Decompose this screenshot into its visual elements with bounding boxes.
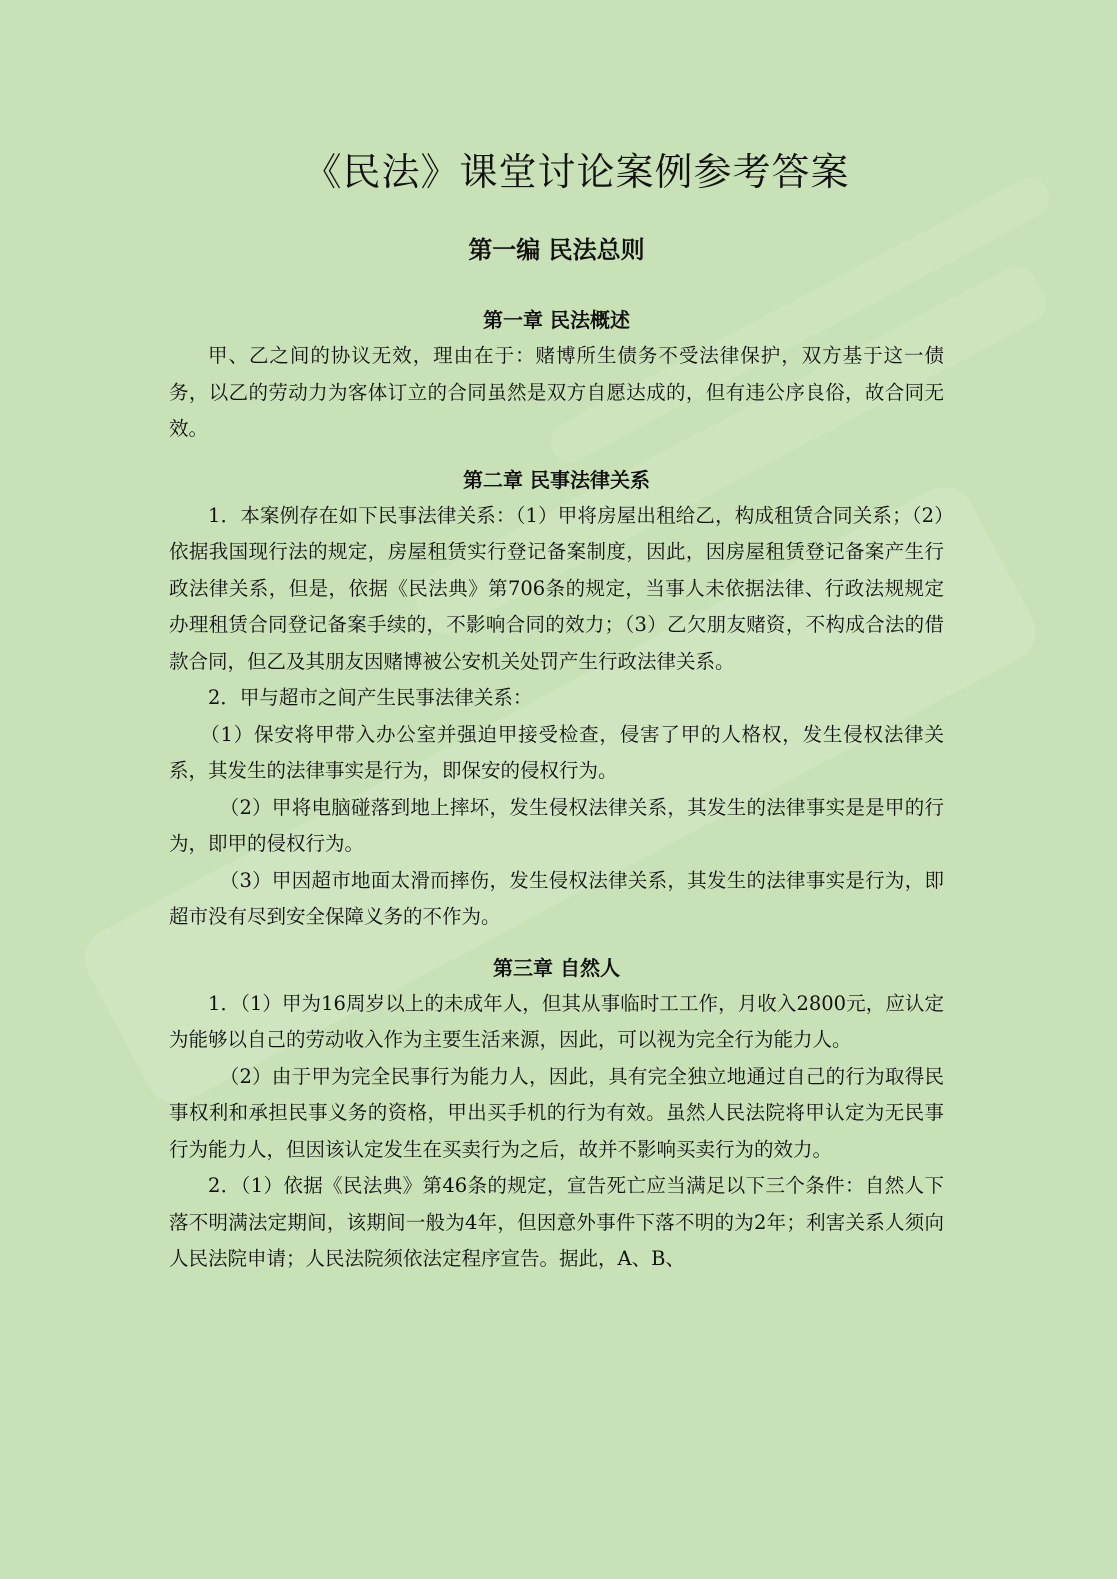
paragraph: （1）保安将甲带入办公室并强迫甲接受检查，侵害了甲的人格权，发生侵权法律关系，其发生的法律事实是行为，即保安的侵权行为。 — [169, 722, 944, 782]
paragraph: 甲、乙之间的协议无效，理由在于：赌博所生债务不受法律保护，双方基于这一债务，以乙的劳动力为客体订立的合同虽然是双方自愿达成的，但有违公序良俗，故合同无效。 — [169, 344, 944, 440]
paragraph: （2）由于甲为完全民事行为能力人，因此，具有完全独立地通过自己的行为取得民事权利和承担民事义务的资格，甲出买手机的行为有效。虽然人民法院将甲认定为无民事行为能力人，但因该认定发生在买卖行为之后，故并不影响买卖行为的效力。 — [169, 1064, 944, 1161]
document-title: 《民法》课堂讨论案例参考答案 — [303, 150, 850, 194]
paragraph: 2．甲与超市之间产生民事法律关系： — [208, 686, 533, 709]
paragraph: （2）甲将电脑碰落到地上摔坏，发生侵权法律关系，其发生的法律事实是是甲的行为，即甲的侵权行为。 — [169, 795, 944, 855]
paragraph: 2．（1）依据《民法典》第46条的规定，宣告死亡应当满足以下三个条件：自然人下落不明满法定期间，该期间一般为4年，但因意外事件下落不明的为2年；利害关系人须向人民法院申请；人民法院须依法定程序宣告。据此，A、B、 — [169, 1174, 944, 1270]
paragraph: 1．本案例存在如下民事法律关系：（1）甲将房屋出租给乙，构成租赁合同关系；（2）依据我国现行法的规定，房屋租赁实行登记备案制度，因此，因房屋租赁登记备案产生行政法律关系，但是，依据《民法典》第706条的规定，当事人未依据法律、行政法规规定办理租赁合同登记备案手续的，不影响合同的效力；（3）乙欠朋友赌资，不构成合法的借款合同，但乙及其朋友因赌博被公安机关处罚产生行政法律关系。 — [169, 503, 944, 673]
chapter-title: 第二章 民事法律关系 — [463, 467, 650, 492]
document-content — [169, 132, 944, 1278]
paragraph: （3）甲因超市地面太滑而摔伤，发生侵权法律关系，其发生的法律事实是行为，即超市没有尽到安全保障义务的不作为。 — [169, 868, 944, 928]
chapter-title: 第一章 民法概述 — [483, 308, 630, 332]
chapter-title: 第三章 自然人 — [493, 955, 620, 980]
part-title: 第一编 民法总则 — [468, 236, 645, 264]
paragraph: 1．（1）甲为16周岁以上的未成年人，但其从事临时工工作，月收入2800元，应认定为能够以自己的劳动收入作为主要生活来源，因此，可以视为完全行为能力人。 — [169, 991, 944, 1051]
